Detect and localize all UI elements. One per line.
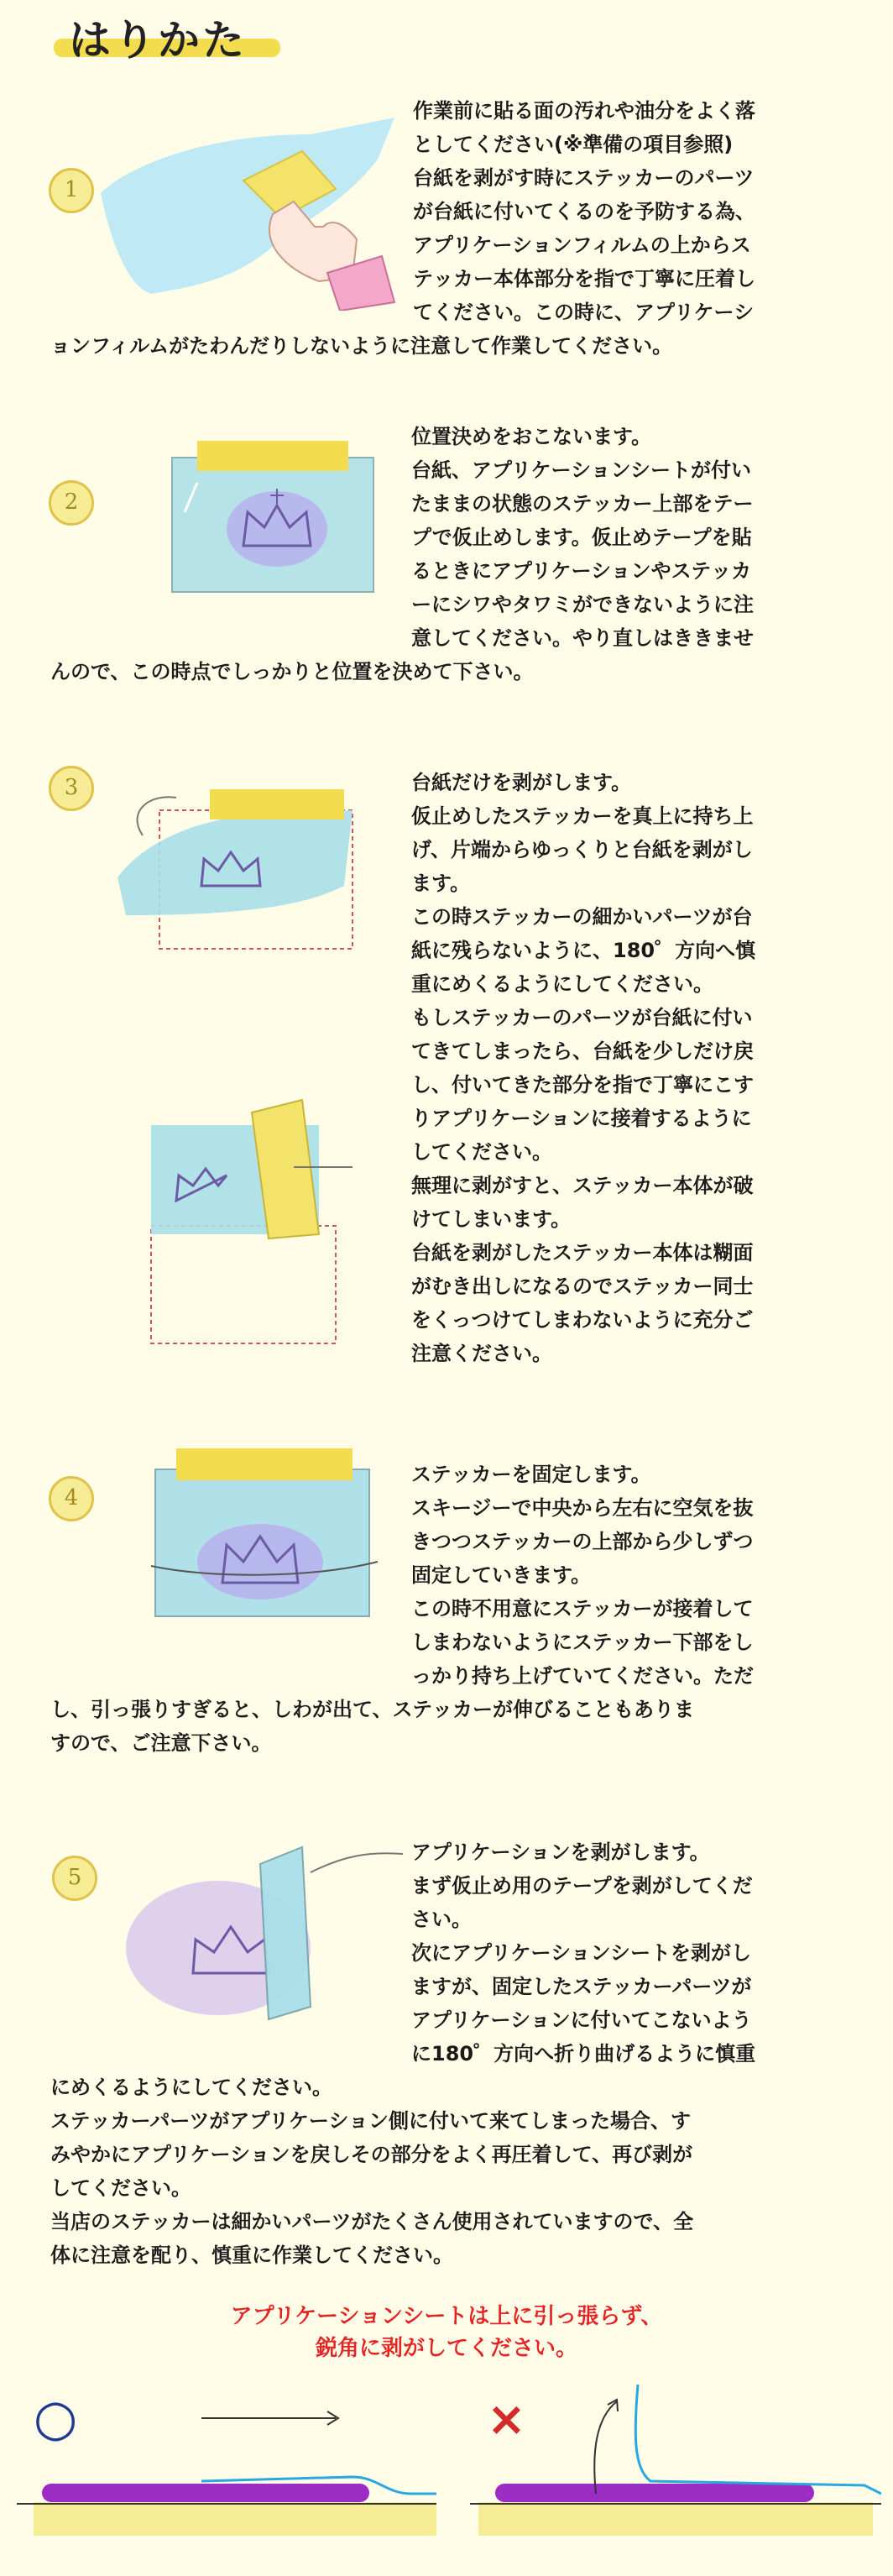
step-2-illustration — [151, 428, 394, 605]
step-5-number: 5 — [52, 1856, 97, 1901]
step-3-illustration-a — [92, 760, 378, 961]
step-4-full-text: し、引っ張りすぎると、しわが出て、ステッカーが伸びることもありま すので、ご注意下さい。 — [50, 1698, 695, 1755]
page-title: はりかた — [69, 16, 247, 65]
step-2-side-text: 位置決めをおこないます。 台紙、アプリケーションシートが付い たままの状態のステッカー上部をテー プで仮止めします。仮止めテープを貼 るときにアプリケーションやステッカ ーにシワやタワミができないように注 意してください。やり直しはききませ — [411, 425, 754, 650]
step-4-number: 4 — [49, 1476, 94, 1521]
step-1-number: 1 — [49, 168, 94, 213]
incorrect-method-illustration — [470, 2368, 881, 2552]
step-2-full-text: んので、この時点でしっかりと位置を決めて下さい。 — [50, 660, 534, 683]
step-3-side-text: 台紙だけを剥がします。 仮止めしたステッカーを真上に持ち上 げ、片端からゆっくりと台紙を剥がし ます。 この時ステッカーの細かいパーツが台 紙に残らないように、180゜方向へ慎 重にめくるようにしてください。 もしステッカーのパーツが台紙に付い てきてしまったら、台紙を少しだけ戻 し、付いてきた部分を指で丁寧にこす りアプリケーションに接着するように してください。 無理に剥がすと、ステッカー本体が破 けてしまいます。 台紙を剥がしたステッカー本体は糊面 がむき出しになるのでステッカー同士 をくっつけてしまわないように充分ご 注意ください。 — [411, 771, 756, 1365]
step-1-side-text: 作業前に貼る面の汚れや油分をよく落 としてください(※準備の項目参照) 台紙を剥がす時にステッカーのパーツ が台紙に付いてくるのを予防する為、 アプリケーションフィルムの上からス テッカー本体部分を指で丁寧に圧着し てください。この時に、アプリケーシ — [413, 99, 755, 324]
warning-text: アプリケーションシートは上に引っ張らず、 鋭角に剥がしてください。 — [230, 2304, 663, 2361]
step-4-illustration — [143, 1444, 386, 1629]
correct-method-illustration — [17, 2376, 436, 2552]
step-2-number: 2 — [49, 480, 94, 526]
step-5-illustration — [92, 1814, 411, 2032]
step-1-full-text: ョンフィルムがたわんだりしないように注意して作業してください。 — [50, 334, 673, 358]
step-5-full-text: にめくるようにしてください。 ステッカーパーツがアプリケーション側に付いて来てしまった場合、す みやかにアプリケーションを戻しその部分をよく再圧着して、再び剥が してください。 当店のステッカーは細かいパーツがたくさん使用されていますので、全 体に注意を配り、慎重に作業してください。 — [50, 2076, 694, 2267]
step-3-illustration-b — [143, 1092, 361, 1352]
step-3-number: 3 — [49, 766, 94, 811]
correct-mark: ○ — [34, 2389, 78, 2448]
step-1-illustration — [34, 101, 403, 311]
step-5-side-text: アプリケーションを剥がします。 まず仮止め用のテープを剥がしてくだ さい。 次にアプリケーションシートを剥がし ますが、固定したステッカーパーツが アプリケーションに付いてこないよう に180゜方向へ折り曲げるように慎重 — [411, 1840, 756, 2066]
step-4-side-text: ステッカーを固定します。 スキージーで中央から左右に空気を抜 きつつステッカーの上部から少しずつ 固定していきます。 この時不用意にステッカーが接着して しまわないようにステッカー下部をし っかり持ち上げていてください。ただ — [411, 1463, 754, 1688]
incorrect-mark: × — [487, 2392, 526, 2447]
